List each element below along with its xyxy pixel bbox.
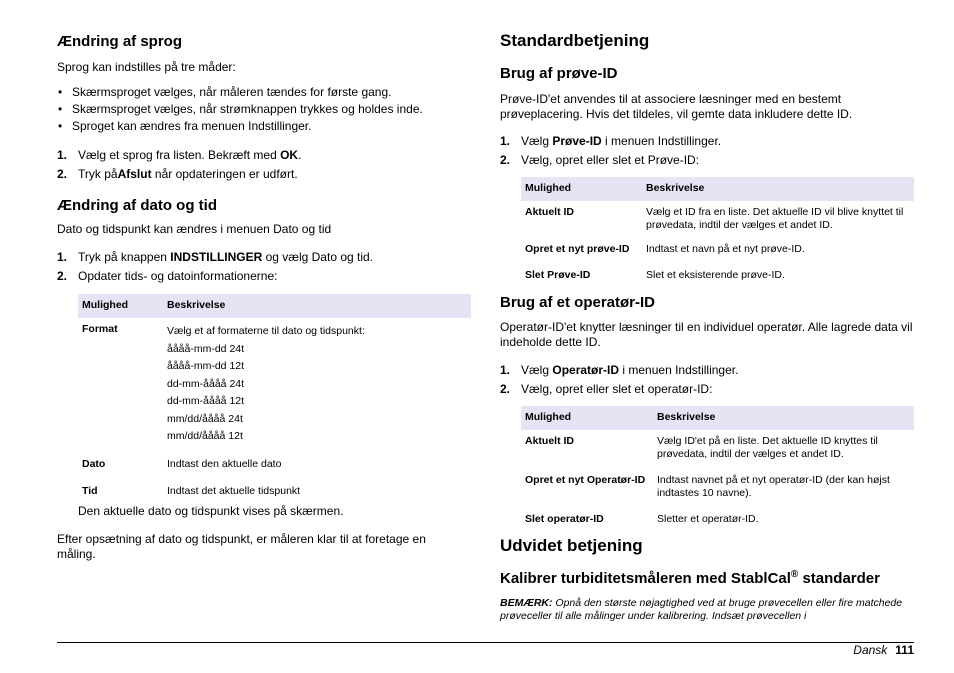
step-text: Vælg <box>521 134 553 148</box>
step-text: Tryk på <box>78 167 118 181</box>
table-row <box>521 265 914 287</box>
language-intro: Sprog kan indstilles på tre måder: <box>57 60 236 74</box>
calibration-heading-text: standarder <box>798 570 880 587</box>
step-text: i menuen Indstillinger. <box>619 363 739 377</box>
closing-paragraph: Efter opsætning af dato og tidspunkt, er måleren klar til at foretage en måling. <box>57 532 426 561</box>
option-description: Vælg ID'et på en liste. Det aktuelle ID knyttes til prøvedata, indtil der vælges et andet ID. <box>657 435 878 460</box>
language-heading: Ændring af sprog <box>57 33 182 50</box>
step-item <box>57 148 471 163</box>
step-text: . <box>298 148 302 162</box>
table-row <box>78 481 471 503</box>
format-option: åååå-mm-dd 24t <box>167 342 245 355</box>
column-header: Mulighed <box>78 294 163 318</box>
date-time-steps <box>57 250 471 288</box>
date-time-options-table <box>78 294 471 503</box>
format-intro: Vælg et af formaterne til dato og tidspunkt: <box>167 325 365 337</box>
step-text: Opdater tids- og datoinformationerne: <box>78 269 278 283</box>
date-display-note: Den aktuelle dato og tidspunkt vises på skærmen. <box>78 504 344 518</box>
option-name: Slet operatør-ID <box>525 513 604 525</box>
option-description: Slet et eksisterende prøve-ID. <box>646 269 785 281</box>
standard-operation-heading: Standardbetjening <box>500 31 650 50</box>
format-option: åååå-mm-dd 12t <box>167 360 245 372</box>
table-row <box>521 201 914 239</box>
option-description: Indtast et navn på et nyt prøve-ID. <box>646 243 805 255</box>
sample-id-options-table <box>521 177 914 287</box>
note-label: BEMÆRK: <box>500 597 553 609</box>
step-text: Tryk på knappen <box>78 250 171 264</box>
table-row <box>78 451 471 481</box>
table-row <box>521 509 914 531</box>
date-time-intro: Dato og tidspunkt kan ændres i menuen Dato og tid <box>57 222 332 236</box>
sample-id-intro: Prøve-ID'et anvendes til at associere læsninger med en bestemt prøveplacering. Hvis det tildeles, vil gemte data inkludere dette ID. <box>500 92 853 121</box>
option-name: Tid <box>82 484 98 497</box>
step-bold: OK <box>280 148 299 162</box>
page-number: 111 <box>895 643 914 657</box>
step-text: Vælg <box>521 363 553 377</box>
option-description: Sletter et operatør-ID. <box>657 513 759 525</box>
table-header-row <box>521 177 914 201</box>
step-bold: Operatør-ID <box>552 363 620 377</box>
option-name: Aktuelt ID <box>525 206 575 218</box>
column-header: Beskrivelse <box>163 294 471 318</box>
step-number: 2. <box>57 269 68 283</box>
step-number: 1. <box>500 134 511 148</box>
list-item: • Skærmsproget vælges, når strømknappen trykkes og holdes inde. <box>57 102 471 117</box>
option-name: Opret et nyt prøve-ID <box>525 243 630 255</box>
step-item <box>500 363 914 378</box>
option-name: Slet Prøve-ID <box>525 269 591 281</box>
option-name: Format <box>82 323 118 335</box>
step-item <box>57 269 471 284</box>
date-time-heading: Ændring af dato og tid <box>57 197 217 214</box>
table-row <box>78 318 471 451</box>
advanced-operation-heading: Udvidet betjening <box>500 536 643 555</box>
format-option: dd-mm-åååå 12t <box>167 395 245 407</box>
registered-mark: ® <box>790 569 799 580</box>
option-description: Indtast det aktuelle tidspunkt <box>167 484 301 497</box>
column-header: Beskrivelse <box>642 177 914 201</box>
step-text: Vælg et sprog fra listen. Bekræft med <box>78 148 281 162</box>
sample-id-steps <box>500 134 914 172</box>
operator-id-heading: Brug af et operatør-ID <box>500 294 656 311</box>
step-number: 1. <box>500 363 511 377</box>
format-option: mm/dd/åååå 12t <box>167 430 243 442</box>
option-name: Aktuelt ID <box>525 435 575 447</box>
step-text: når opdateringen er udført. <box>151 167 298 181</box>
step-number: 1. <box>57 148 68 162</box>
step-text: og vælg Dato og tid. <box>262 250 374 264</box>
format-option: mm/dd/åååå 24t <box>167 412 243 425</box>
sample-id-heading: Brug af prøve-ID <box>500 65 618 82</box>
step-number: 1. <box>57 250 68 264</box>
option-description <box>163 318 471 451</box>
table-row <box>521 239 914 265</box>
calibration-heading <box>500 569 880 587</box>
language-bullet-list <box>57 85 471 136</box>
column-header: Beskrivelse <box>653 406 914 430</box>
calibration-note <box>500 597 905 623</box>
step-bold: INDSTILLINGER <box>170 250 263 264</box>
page-footer <box>853 643 914 657</box>
operator-id-steps <box>500 363 914 401</box>
step-number: 2. <box>500 382 511 396</box>
table-header-row <box>521 406 914 430</box>
option-name: Dato <box>82 457 106 470</box>
table-row <box>521 470 914 509</box>
note-text: Opnå den største nøjagtighed ved at bruge prøvecellen eller fire matchede prøveceller til alle målinger under kalibrering. Indsæt prøvecellen i <box>500 597 903 622</box>
option-description: Indtast navnet på et nyt operatør-ID (der kan højst indtastes 10 navne). <box>657 474 890 499</box>
calibration-heading-text: Kalibrer turbiditetsmåleren med StablCal <box>500 570 791 587</box>
table-header-row <box>78 294 471 318</box>
option-description: Vælg et ID fra en liste. Det aktuelle ID vil blive knyttet til prøvedata, indtil der vælges et andet ID. <box>646 206 904 231</box>
step-item <box>500 382 914 397</box>
step-item <box>57 250 471 265</box>
column-header: Mulighed <box>521 406 653 430</box>
step-number: 2. <box>57 167 68 181</box>
step-number: 2. <box>500 153 511 167</box>
footer-language: Dansk <box>853 643 888 657</box>
column-header: Mulighed <box>521 177 642 201</box>
table-row <box>521 430 914 470</box>
option-description: Indtast den aktuelle dato <box>167 457 282 470</box>
step-text: Vælg, opret eller slet et Prøve-ID: <box>521 153 700 167</box>
format-option: dd-mm-åååå 24t <box>167 377 245 390</box>
language-steps <box>57 148 471 186</box>
step-text: Vælg, opret eller slet et operatør-ID: <box>521 382 713 396</box>
step-bold: Afslut <box>117 167 152 181</box>
list-item: • Sproget kan ændres fra menuen Indstillinger. <box>57 119 471 134</box>
step-bold: Prøve-ID <box>552 134 602 148</box>
option-name: Opret et nyt Operatør-ID <box>525 474 646 486</box>
footer-divider <box>57 642 914 643</box>
step-item <box>500 134 914 149</box>
step-item <box>500 153 914 168</box>
list-item: • Skærmsproget vælges, når måleren tændes for første gang. <box>57 85 471 100</box>
operator-id-intro: Operatør-ID'et knytter læsninger til en individuel operatør. Alle lagrede data vil indeholde dette ID. <box>500 320 913 349</box>
operator-id-options-table <box>521 406 914 531</box>
step-item <box>57 167 471 182</box>
step-text: i menuen Indstillinger. <box>601 134 722 148</box>
